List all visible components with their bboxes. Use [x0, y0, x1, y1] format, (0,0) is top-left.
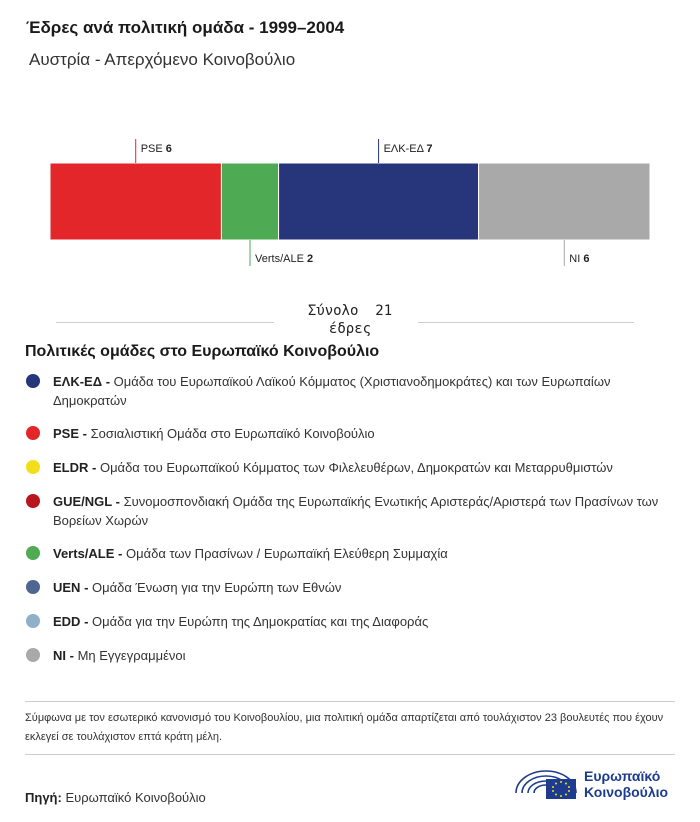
legend-desc: Ομάδα για την Ευρώπη της Δημοκρατίας και της Διαφοράς: [92, 614, 429, 629]
legend-dot: [26, 494, 40, 508]
logo-text: [584, 768, 668, 800]
page-subtitle: Αυστρία - Απερχόμενο Κοινοβούλιο: [29, 50, 296, 69]
divider: [25, 754, 675, 755]
bar-segment: [479, 163, 650, 240]
legend-abbr: PSE: [53, 426, 80, 441]
legend-dot: [26, 648, 40, 662]
legend-desc: Συνομοσπονδιακή Ομάδα της Ευρωπαϊκής Ενωτικής Αριστεράς/Αριστερά των Πρασίνων των Βορείων Χωρών: [53, 494, 659, 528]
legend-abbr: EDD: [53, 614, 81, 629]
legend-dot: [26, 546, 40, 560]
bar-segment: [50, 163, 221, 240]
legend-abbr: GUE/NGL: [53, 494, 112, 509]
footnote: Σύμφωνα με τον εσωτερικό κανονισμό του Κοινοβουλίου, μια πολιτική ομάδα απαρτίζεται από τουλάχιστον 23 βουλευτές που έχουν εκλεγεί σε τουλάχιστον επτά κράτη μέλη.: [25, 712, 664, 743]
legend-title: Πολιτικές ομάδες στο Ευρωπαϊκό Κοινοβούλιο: [25, 343, 380, 360]
logo-line-2: Κοινοβούλιο: [584, 784, 669, 800]
legend-abbr: Verts/ALE: [53, 546, 115, 561]
legend-dot: [26, 460, 40, 474]
bar-segment: [279, 163, 479, 240]
legend-dot: [26, 374, 40, 388]
bar-label: Verts/ALE 2: [255, 253, 314, 265]
total-divider-right: [418, 322, 634, 323]
divider: [25, 701, 675, 702]
total-label: Σύνολο: [307, 303, 359, 319]
page-title: Έδρες ανά πολιτική ομάδα - 1999–2004: [26, 18, 345, 37]
total-value: 21: [375, 303, 393, 319]
bar-label: PSE 6: [140, 143, 172, 155]
legend-abbr: NI: [53, 648, 66, 663]
legend-abbr: ELDR: [53, 460, 89, 475]
bar-label: NI 6: [569, 253, 590, 265]
bar-label: ΕΛΚ-ΕΔ 7: [383, 143, 433, 155]
logo-line-1: Ευρωπαϊκό: [584, 768, 661, 784]
source-value: Ευρωπαϊκό Κοινοβούλιο: [65, 790, 206, 805]
total-unit: έδρες: [328, 321, 372, 337]
legend-desc: Ομάδα του Ευρωπαϊκού Λαϊκού Κόμματος (Χριστιανοδημοκράτες) και των Ευρωπαίων Δημοκρατών: [53, 374, 611, 408]
legend-abbr: ΕΛΚ-ΕΔ: [53, 374, 103, 389]
total-seats: [300, 302, 400, 338]
legend-abbr: UEN: [53, 580, 81, 595]
legend-desc: Μη Εγγεγραμμένοι: [77, 648, 186, 663]
legend-dot: [26, 580, 40, 594]
bar-segment: [221, 163, 278, 240]
stacked-bar-chart: [0, 130, 700, 270]
source-label: Πηγή:: [25, 790, 62, 805]
total-divider-left: [56, 322, 274, 323]
legend-desc: Σοσιαλιστική Ομάδα στο Ευρωπαϊκό Κοινοβούλιο: [90, 426, 375, 441]
legend-desc: Ομάδα του Ευρωπαϊκού Κόμματος των Φιλελευθέρων, Δημοκρατών και Μεταρρυθμιστών: [99, 460, 613, 475]
source-line: [25, 790, 206, 805]
legend-dot: [26, 426, 40, 440]
legend-dot: [26, 614, 40, 628]
legend-desc: Ομάδα Ένωση για την Ευρώπη των Εθνών: [92, 580, 342, 595]
legend-desc: Ομάδα των Πρασίνων / Ευρωπαϊκή Ελεύθερη Συμμαχία: [125, 546, 448, 561]
